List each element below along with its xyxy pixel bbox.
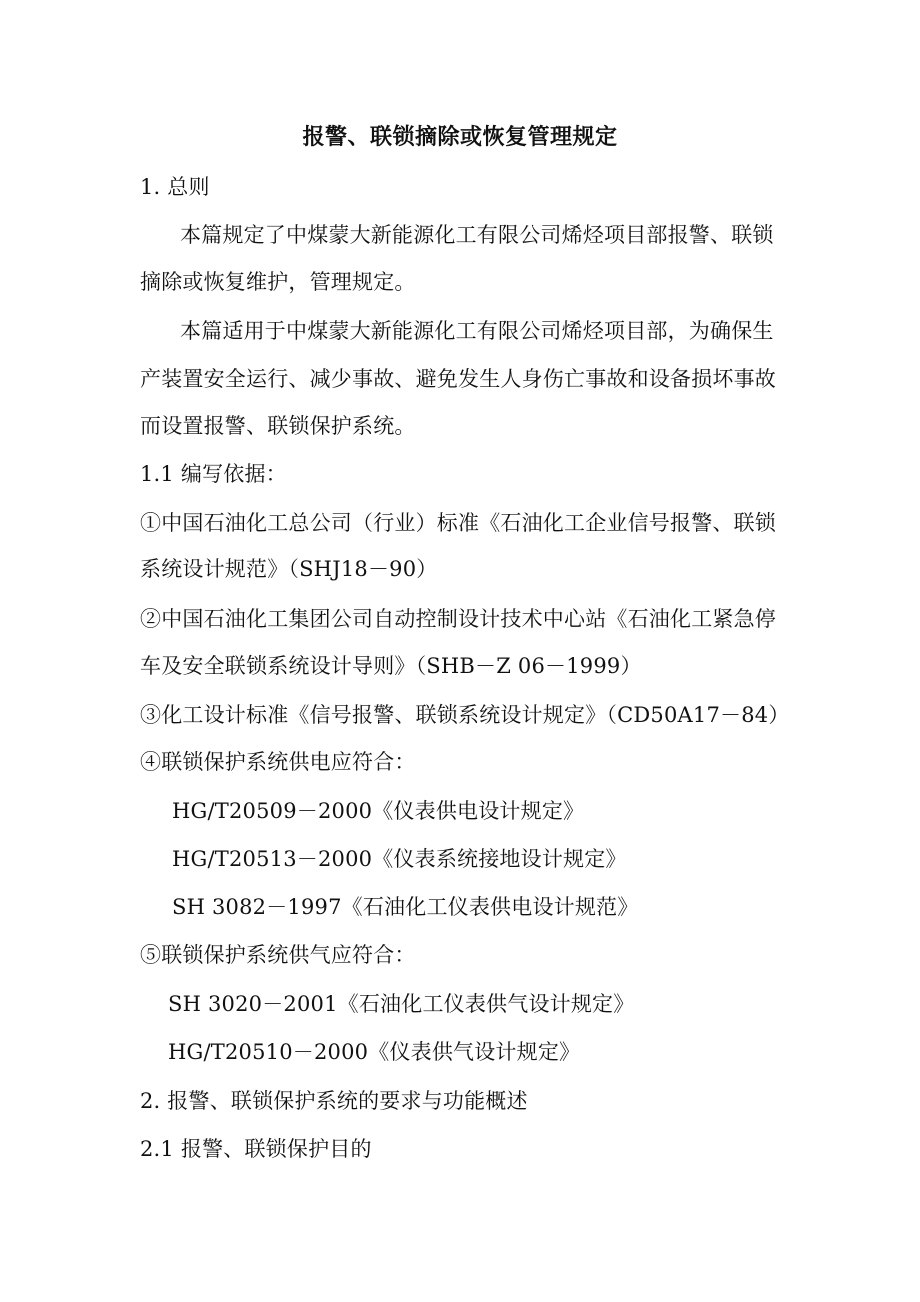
standard-reference: HG/T20509－2000《仪表供电设计规定》 xyxy=(172,799,585,823)
paragraph-line: 产装置安全运行、减少事故、避免发生人身伤亡事故和设备损坏事故 xyxy=(140,367,776,391)
paragraph-line: 摘除或恢复维护，管理规定。 xyxy=(140,270,416,294)
document-title: 报警、联锁摘除或恢复管理规定 xyxy=(302,124,618,150)
list-item: ④联锁保护系统供电应符合： xyxy=(140,750,416,774)
list-item-continuation: 车及安全联锁系统设计导则》（SHB－Z 06－1999） xyxy=(140,654,642,678)
paragraph-line: 本篇适用于中煤蒙大新能源化工有限公司烯烃项目部，为确保生 xyxy=(180,319,774,343)
standard-reference: HG/T20513－2000《仪表系统接地设计规定》 xyxy=(172,847,627,871)
section-heading: 2. 报警、联锁保护系统的要求与功能概述 xyxy=(140,1089,528,1113)
list-item: ⑤联锁保护系统供气应符合： xyxy=(140,943,416,967)
paragraph-line: 而设置报警、联锁保护系统。 xyxy=(140,414,416,438)
list-item: ③化工设计标准《信号报警、联锁系统设计规定》（CD50A17－84） xyxy=(140,703,790,727)
standard-reference: HG/T20510－2000《仪表供气设计规定》 xyxy=(168,1040,581,1064)
subsection-heading: 1.1 编写依据： xyxy=(140,462,287,486)
subsection-heading: 2.1 报警、联锁保护目的 xyxy=(140,1137,372,1161)
section-heading-general: 1. 总则 xyxy=(140,175,210,199)
standard-reference: SH 3020－2001《石油化工仪表供气设计规定》 xyxy=(168,992,635,1016)
standard-reference: SH 3082－1997《石油化工仪表供电设计规范》 xyxy=(172,895,639,919)
list-item: ②中国石油化工集团公司自动控制设计技术中心站《石油化工紧急停 xyxy=(140,607,776,631)
list-item: ①中国石油化工总公司（行业）标准《石油化工企业信号报警、联锁 xyxy=(140,511,776,535)
list-item-continuation: 系统设计规范》（SHJ18－90） xyxy=(140,557,438,581)
paragraph-line: 本篇规定了中煤蒙大新能源化工有限公司烯烃项目部报警、联锁 xyxy=(180,223,774,247)
